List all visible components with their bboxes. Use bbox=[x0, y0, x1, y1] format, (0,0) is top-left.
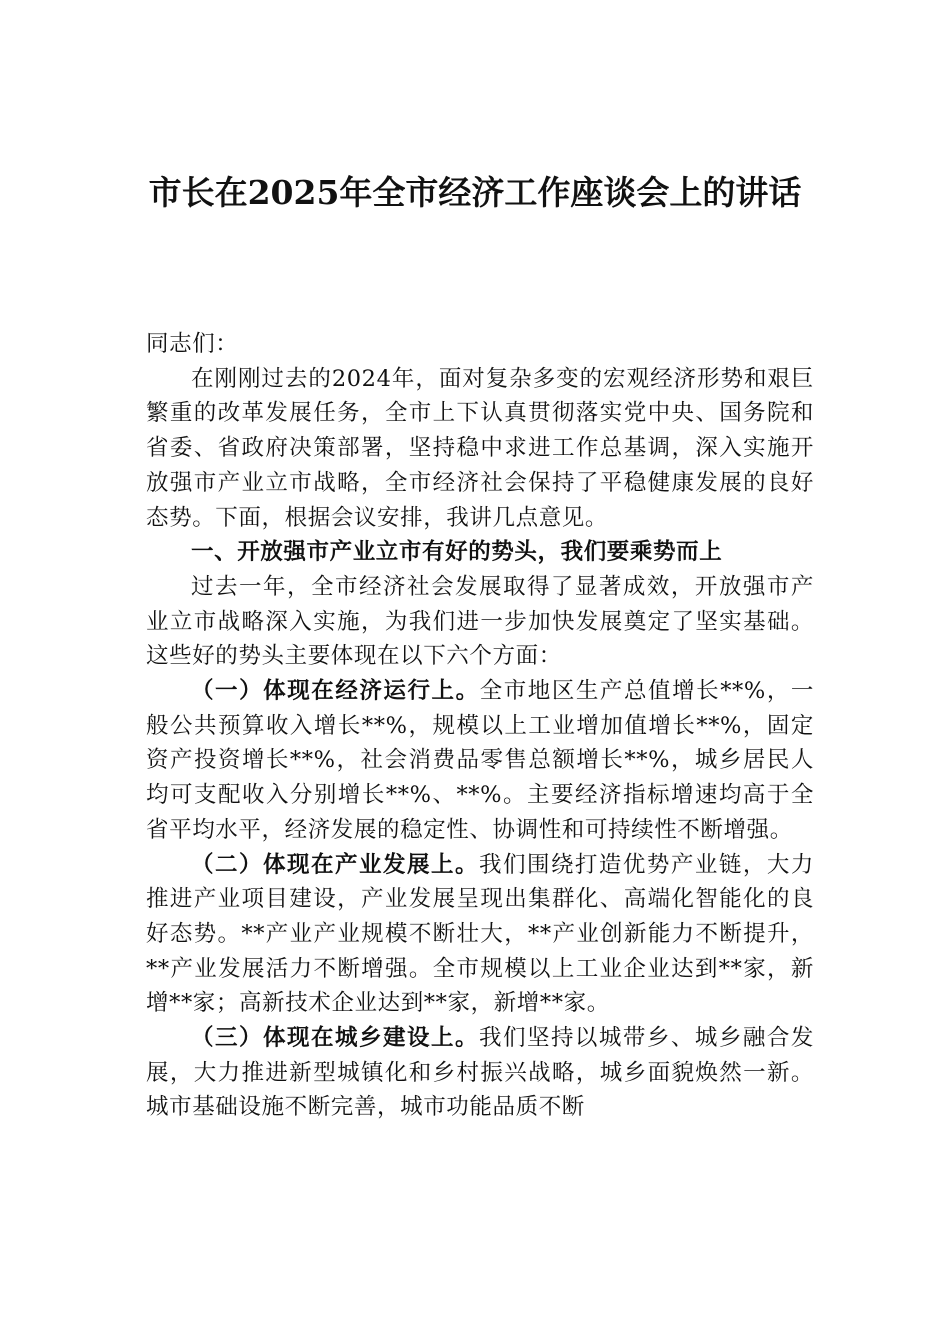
intro-paragraph: 在刚刚过去的2024年，面对复杂多变的宏观经济形势和艰巨繁重的改革发展任务，全市上下认真贯彻落实党中央、国务院和省委、省政府决策部署，坚持稳中求进工作总基调，深入实施开放强市产业立市战略，全市经济社会保持了平稳健康发展的良好态势。下面，根据会议安排，我讲几点意见。 bbox=[146, 365, 814, 531]
item-lead: （三）体现在城乡建设上。 bbox=[191, 1025, 479, 1052]
salutation: 同志们： bbox=[146, 331, 239, 357]
section-heading: 一、开放强市产业立市有好的势头，我们要乘势而上 bbox=[191, 539, 723, 566]
item-paragraph-1 bbox=[146, 674, 814, 848]
item-text: 我们坚持以城带乡、城乡融合发展，大力推进新型城镇化和乡村振兴战略，城乡面貌焕然一新。城市基础设施不断完善，城市功能品质不断 bbox=[146, 1025, 814, 1121]
document-title: 市长在2025年全市经济工作座谈会上的讲话 bbox=[148, 173, 802, 212]
item-lead: （二）体现在产业发展上。 bbox=[191, 851, 479, 878]
section-intro-paragraph: 过去一年，全市经济社会发展取得了显著成效，开放强市产业立市战略深入实施，为我们进一步加快发展奠定了坚实基础。这些好的势头主要体现在以下六个方面： bbox=[146, 573, 814, 670]
item-lead: （一）体现在经济运行上。 bbox=[191, 678, 480, 705]
item-paragraph-3 bbox=[146, 1021, 814, 1125]
document-body bbox=[146, 327, 814, 1125]
item-paragraph-2 bbox=[146, 848, 814, 1022]
item-text: 全市地区生产总值增长**%，一般公共预算收入增长**%，规模以上工业增加值增长**%，固定资产投资增长**%，社会消费品零售总额增长**%，城乡居民人均可支配收入分别增长**%、**%。主要经济指标增速均高于全省平均水平，经济发展的稳定性、协调性和可持续性不断增强。 bbox=[146, 678, 814, 843]
item-text: 我们围绕打造优势产业链，大力推进产业项目建设，产业发展呈现出集群化、高端化智能化的良好态势。**产业产业规模不断壮大，**产业创新能力不断提升，**产业发展活力不断增强。全市规模以上工业企业达到**家，新增**家；高新技术企业达到**家，新增**家。 bbox=[146, 851, 814, 1017]
